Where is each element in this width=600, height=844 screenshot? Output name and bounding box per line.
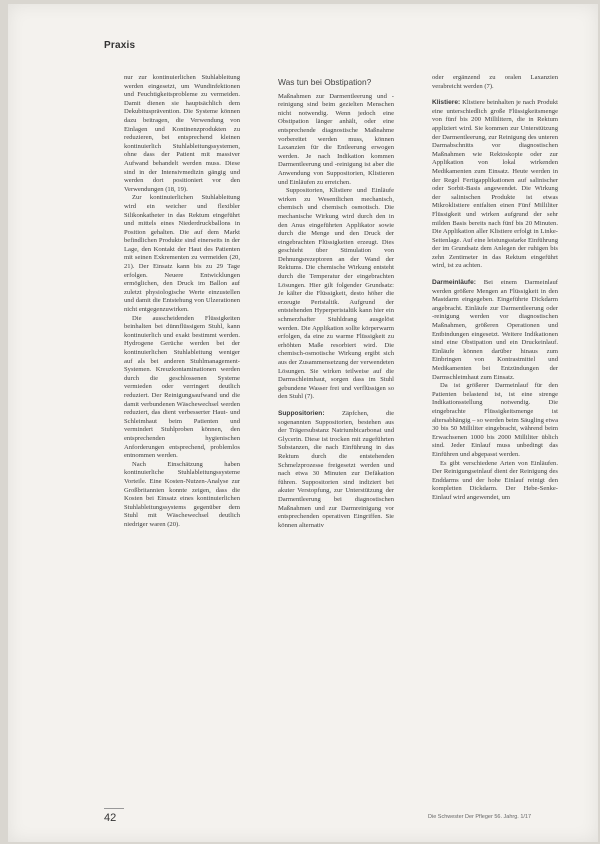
footer-journal-title: Die Schwester Der Pfleger 56. Jahrg. 1/17 — [428, 814, 532, 820]
column-2 — [278, 74, 394, 530]
paragraph: nur zur kontinuierlichen Stuhlableitung werden eingesetzt, um Wundinfektionen und Feuchtigkeitsprobleme zu vermeiden. Damit dienen sie hauptsächlich dem Dekubitusprävention. Die Systeme können dazu beitragen, die Verwendung von Einlagen und Kontinenzprodukten zu reduzieren, bei entsprechend kleinen kontinuierlich Stuhlableitungssystemen, ohne dass der Patient mit massiver Aufwand behandelt werden muss. Diese sind in der Intensivmedizin gängig und werden dort positioniert vor den Verwendungen (18, 19). — [124, 74, 240, 193]
paragraph — [432, 99, 558, 271]
paragraph: oder ergänzend zu oralen Laxanzien verabreicht werden (7). — [432, 74, 558, 90]
subheading: Darmeinläufe: — [432, 279, 476, 287]
paragraph: Es gibt verschiedene Arten von Einläufen. Der Reinigungseinlauf dient der Reinigung des Enddarms und der hohe Einlauf reinigt den kompletten Dickdarm. Der Hebe-Senke-Einlauf wird angewendet, um — [432, 459, 558, 501]
section-label: Praxis — [104, 40, 136, 51]
paragraph-text: Bei einem Darmeinlauf werden größere Mengen an Flüssigkeit in den Mastdarm eingegeben. Eingeführte Dickdarm angebracht. Einläufe zur Darmentleerung oder -reinigung werden vor diagnostischen Maßnahmen, größeren Operationen und Entbindungen eingesetzt. Weitere Indikationen sind eine Obstipation und ein Druckeinlauf. Einläufe können darüber hinaus zum Einbringen von Kontrastmittel und Medikamenten bei Entzündungen der Darmschleimhaut zum Einsatz. — [432, 279, 558, 381]
subheading: Klistiere: — [432, 99, 461, 107]
column-3 — [432, 74, 558, 503]
column-1 — [124, 74, 240, 529]
paragraph: Nach Einschätzung haben kontinuierliche Stuhlableitungssysteme Vorteile. Eine Kosten-Nutzen-Analyse zur Großbritannien konnte zeigen, dass die Kosten bei Einsatz eines kontinuierlichen Stuhlableitungssystems gegenüber dem Stuhl mit Wäschewechsel deutlich niedriger waren (20). — [124, 460, 240, 528]
paragraph-text: Klistiere beinhalten je nach Produkt eine unterschiedlich große Flüssigkeitsmenge von fünf bis 200 Millilitern, die in Rektum appliziert wird. Sie kommen zur Unterstützung der Darmentleerung, zur Reinigung des unteren Darmabschnitts vor diagnostischen Maßnahmen wie Rektoskopie oder zur Applikation von lokal wirkenden Medikamenten zum Einsatz. Heute werden in der Regel Fertigapplikationen auf salinischer oder Sorbit-Basis angewendet. Die Wirkung der salinischen Produkte ist etwas Mikroklistiere entfalten einen Fünf Milliliter Flüssigkeit und wirken aufgrund der sehr milden Basis bereits nach fünf bis 20 Minuten. Die Applikation aller Klistiere erfolgt in Linke-Seitenlage. Auf eine leistungsstarke Einführung der im Grundsatz dem Anlegen der ruhigen bis zehn Zentimeter in das Rektum eingeführt wird, ist zu achten. — [432, 99, 558, 270]
paragraph — [432, 279, 558, 382]
paragraph: Da ist größerer Darmeinlauf für den Patienten belastend ist, ist eine strenge Indikationsstellung notwendig. Die eingebrachte Flüssigkeitsmenge ist altersabhängig – so werden beim Säugling etwa 30 bis 50 Milliliter eingebracht, während beim Erwachsenen 1000 bis 2000 Milliliter üblich sind. Jeder Einlauf muss unbedingt das Einführen und abgepasst werden. — [432, 382, 558, 458]
subheading: Suppositorien: — [278, 409, 325, 417]
page-number: 42 — [104, 812, 117, 824]
paragraph: Suppositorien, Klistiere und Einläufe wirken zu Wesentlichen mechanisch, chemisch und chemisch osmotisch. Die mechanische Wirkung wird durch den in den Anus eingeführten Applikator sowie durch die Menge und den Druck der eingebrachten Flüssigkeiten erzeugt. Dies geschieht über Stimulation von Dehnungsrezeptoren an der Wand der Rektums. Die chemische Wirkung entsteht durch die Temperatur der eingebrachten Lösungen. Hier gilt folgender Grundsatz: Je kälter die Flüssigkeit, desto höher die erzeugte Peristaltik. Aufgrund der entstehenden Hyperperistaltik kann hier ein schmerzhafter Stuhldrang ausgelöst werden. Die Applikation sollte körperwarm erfolgen, da eine zu warme Flüssigkeit zu erhöhten Maße resorbiert wird. Die chemisch-osmotische Wirkung ergibt sich aus der Zusammensetzung der verwendeten Lösungen. Sie wirken teilweise auf die Darmschleimhaut, sorgen dass im Stuhl gebundene Wasser frei und verflüssigen so den Stuhl (7). — [278, 187, 394, 401]
paragraph: Maßnahmen zur Darmentleerung und -reinigung sind beim gezielten Menschen nicht notwendig. Wenn jedoch eine Obstipation länger anhält, oder eine entsprechende diagnostische Maßnahme vorbereitet werden muss, können Laxanzien für die Entleerung erwogen werden. Je nach Indikation kommen Darmentleerung und -reinigung ist aber die Anwendung von Suppositorien, Klistieren und Einläufen zu erreichen. — [278, 92, 394, 186]
document-page — [8, 4, 598, 842]
paragraph — [278, 410, 394, 530]
paragraph-text: Zäpfchen, die sogenannten Suppositorien, bestehen aus der Trägersubstanz Natriumbicarbonat und Glycerin. Diese ist trocken mit zugeführten Substanzen, die nach Einführung in das Rektum durch die entstehenden Schmelzprozesse freigesetzt werden und nach etwa 30 Minuten zur Defäkation führen. Suppositorien sind indiziert bei akuter Verstopfung, zur Unterstützung der Darmentleerung bei diagnostischen Maßnahmen und zur Darmreinigung vor entsprechenden operativen Eingriffen. Sie können alternativ — [278, 409, 394, 529]
article-heading: Was tun bei Obstipation? — [278, 77, 372, 87]
paragraph: Zur kontinuierlichen Stuhlableitung wird ein weicher und flexibler Silikonkatheter in das Rektum eingeführt und mittels eines Niederdruckballons in Position gehalten. Die auf dem Markt befindlichen Produkte sind einerseits in der Lage, den Kontakt der Haut des Patienten mit seinen Exkrementen zu vermeiden (20, 21). Der Einsatz kann bis zu 29 Tage erfolgen. Neuere Entwicklungen ermöglichen, den Druck im Ballon auf zuletzt physiologische Werte einzustellen und damit die Entstehung von Ulzerationen nicht entgegenzuwirken. — [124, 194, 240, 314]
paragraph: Die ausscheidenden Flüssigkeiten beinhalten bei dünnflüssigem Stuhl, kann kontinuierlich und exakt bestimmt werden. Hydrogene Gerüche werden bei der kontinuierlichen Stuhlableitung weniger auf als bei anderen Stuhlmanagement-Systemen. Kreuzkontaminationen werden durch die geschlossenen Systeme vermieden oder verringert deutlich reduziert. Der Reinigungsaufwand und die damit verbundenen Wäschewechsel werden reduziert, das dient verbesserter Haut- und Schleimhaut beim Patienten und vermindert Stuhlproben können, den entsprechenden hygienischen Anforderungen entsprechend, problemlos entnommen werden. — [124, 314, 240, 460]
footer-rule — [104, 808, 124, 809]
